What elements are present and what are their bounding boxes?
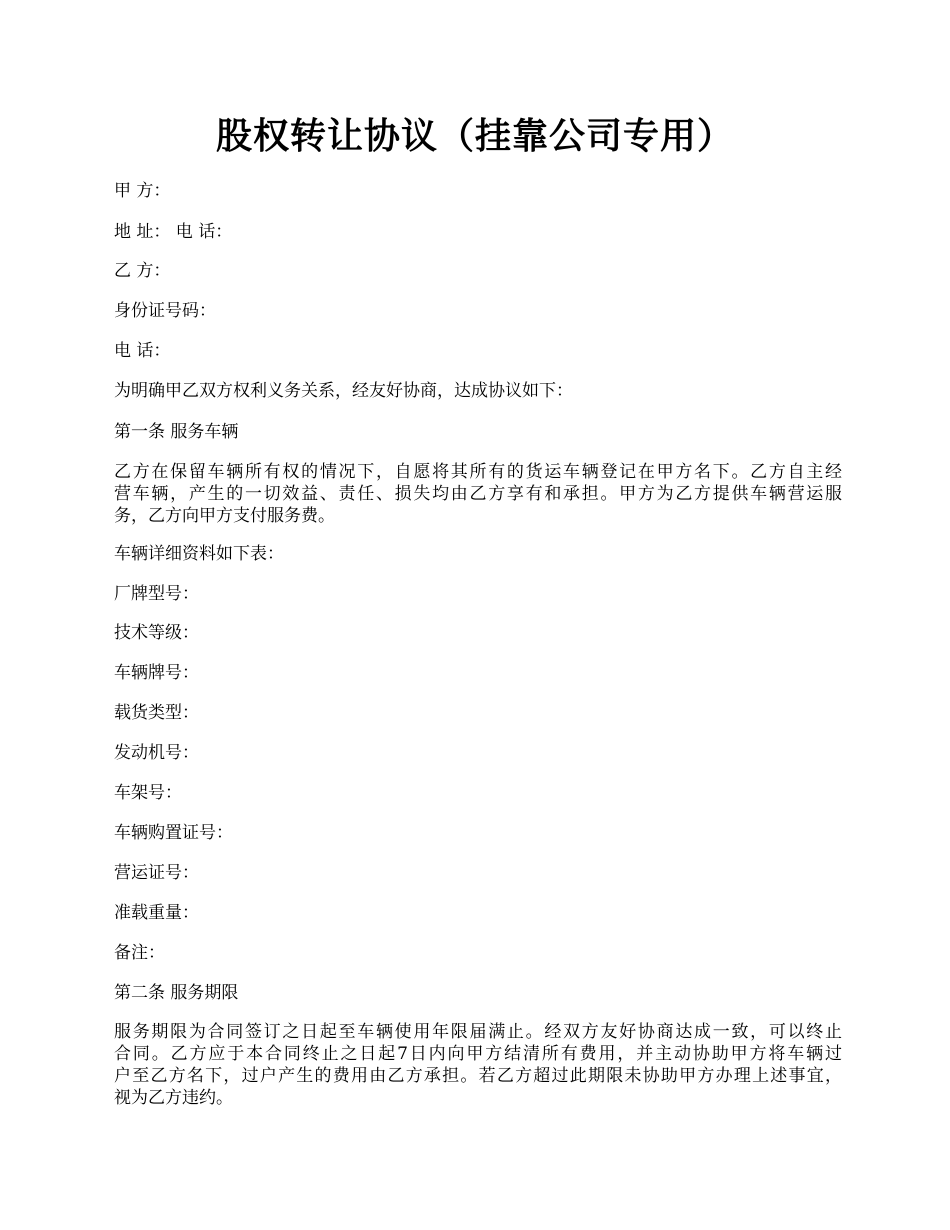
article2-body-line: 户至乙方名下，过户产生的费用由乙方承担。若乙方超过此期限未协助甲方办理上述事宜，	[114, 1066, 842, 1086]
article1-body-line: 营车辆，产生的一切效益、责任、损失均由乙方享有和承担。甲方为乙方提供车辆营运服	[114, 484, 842, 504]
article1-body-line: 务，乙方向甲方支付服务费。	[114, 506, 335, 526]
vehicle-field-brand-model: 厂牌型号：	[114, 584, 199, 604]
vehicle-field-tech-grade: 技术等级：	[114, 623, 199, 643]
vehicle-field-purchase-cert: 车辆购置证号：	[114, 823, 233, 843]
vehicle-field-plate: 车辆牌号：	[114, 663, 199, 683]
article2-body-line: 服务期限为合同签订之日起至车辆使用年限届满止。经双方友好协商达成一致，可以终止	[114, 1022, 842, 1042]
address-phone-line: 地 址： 电 话：	[114, 222, 233, 242]
party-b-line: 乙 方：	[114, 261, 171, 281]
vehicle-field-cargo-type: 载货类型：	[114, 703, 199, 723]
vehicle-field-remarks: 备注：	[114, 943, 165, 963]
vehicle-field-operation-cert: 营运证号：	[114, 863, 199, 883]
document-title: 股权转让协议（挂靠公司专用）	[215, 115, 734, 157]
article2-heading: 第二条 服务期限	[114, 983, 239, 1003]
article2-body-line: 视为乙方违约。	[114, 1088, 233, 1108]
article2-body-line: 合同。乙方应于本合同终止之日起7日内向甲方结清所有费用，并主动协助甲方将车辆过	[114, 1044, 842, 1064]
vehicle-field-load-capacity: 准载重量：	[114, 903, 199, 923]
id-number-line: 身份证号码：	[114, 301, 216, 321]
vehicle-field-engine-no: 发动机号：	[114, 743, 199, 763]
article2-body	[114, 1021, 842, 1109]
phone-line: 电 话：	[114, 341, 171, 361]
article1-body-line: 乙方在保留车辆所有权的情况下，自愿将其所有的货运车辆登记在甲方名下。乙方自主经	[114, 462, 842, 482]
vehicle-details-intro: 车辆详细资料如下表：	[114, 544, 284, 564]
article1-body	[114, 461, 842, 527]
party-a-line: 甲 方：	[114, 181, 171, 201]
intro-paragraph: 为明确甲乙双方权利义务关系，经友好协商，达成协议如下：	[114, 381, 573, 401]
article1-heading: 第一条 服务车辆	[114, 422, 239, 442]
vehicle-field-frame-no: 车架号：	[114, 783, 182, 803]
